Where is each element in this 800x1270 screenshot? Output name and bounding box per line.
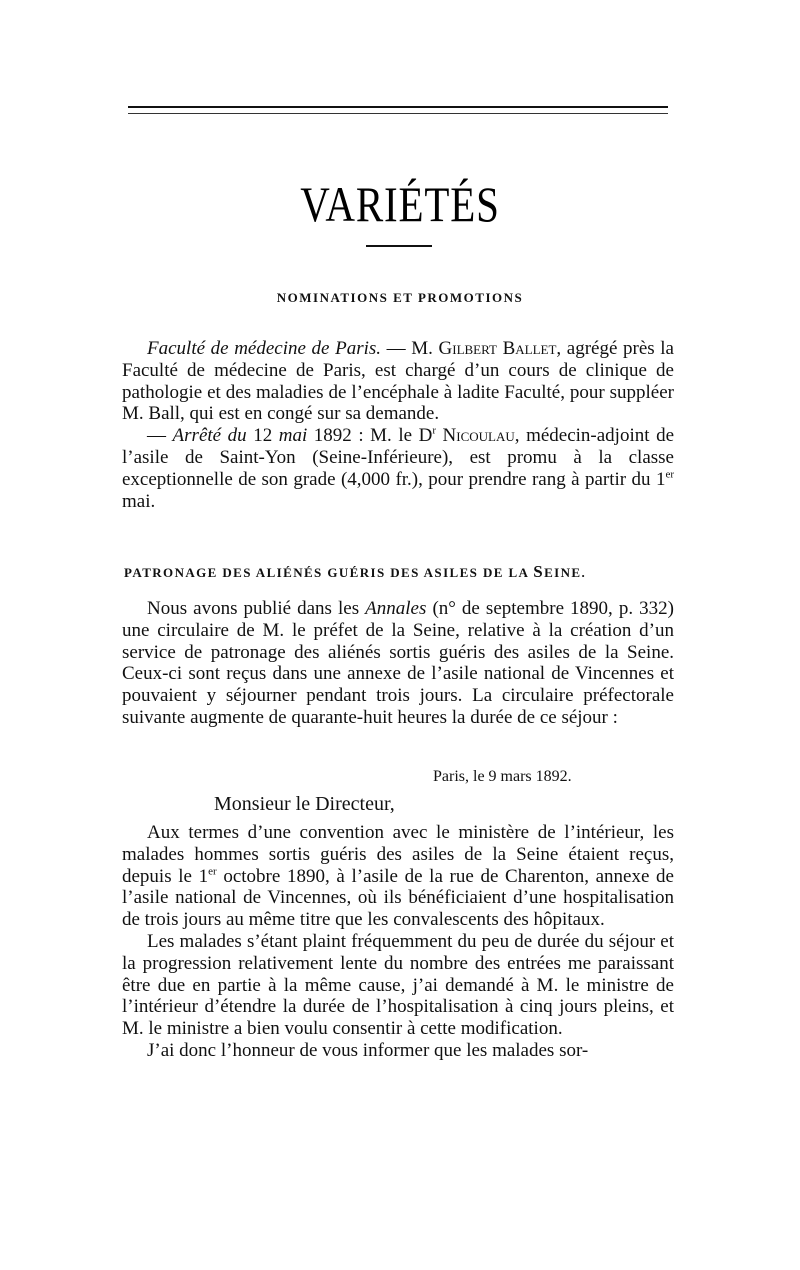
text-span: 1892 : M. le D [307, 425, 433, 447]
text-span: 12 [246, 425, 279, 447]
italic-text: Annales [365, 598, 427, 619]
paragraph-arrete [122, 425, 674, 512]
italic-text: Faculté de médecine de Paris. [147, 338, 382, 359]
text-span: — [147, 425, 173, 447]
top-rule-thick [128, 106, 668, 108]
text-span: (n° de septembre 1890, p. 332) une circulaire de M. le préfet de la Seine, relative à la création d’un service de patronage des aliénés sortis guéris des asiles de la Seine. Ceux-ci sont reçus dans une annexe de l’asile national de Vincennes et pouvaient y séjourner pendant trois jours. La circulaire préfectorale suivante augmente de quarante-huit heures la durée de ce séjour : [122, 598, 675, 728]
section-patronage-body [122, 598, 674, 729]
italic-text: Arrêté du [172, 425, 247, 447]
title-divider [366, 245, 432, 247]
superscript: er [665, 468, 674, 481]
letter-date: Paris, le 9 mars 1892. [433, 768, 572, 785]
paragraph-faculte [122, 338, 674, 425]
text-span: octobre 1890, à l’asile de la rue de Charenton, annexe de l’asile national de Vincennes, où ils bénéficiaient d’une hospitalisation de trois jours au même titre que les convalescents des hôpitaux. [122, 865, 674, 931]
letter-salutation: Monsieur le Directeur, [214, 793, 395, 815]
section-heading-nominations: NOMINATIONS ET PROMOTIONS [276, 290, 524, 305]
person-name: Nicoulau [436, 425, 515, 447]
top-rule-thin [128, 113, 668, 114]
superscript: er [208, 865, 217, 878]
text-span: , médecin-adjoint de l’asile de Saint-Yon (Seine-Inférieure), est promu à la classe exceptionnelle de son grade (4,000 fr.), pour prendre rang à partir du 1 [122, 425, 674, 490]
section-nominations-body [122, 338, 674, 512]
text-span: — M. [381, 338, 439, 359]
heading-text: PATRONAGE DES ALIÉNÉS GUÉRIS DES ASILES DE LA [124, 565, 534, 580]
person-name: Gilbert Ballet [438, 338, 557, 359]
letter-body [122, 822, 674, 1062]
page-title: VARIÉTÉS [300, 176, 500, 232]
text-span: mai. [122, 490, 156, 512]
text-span: Nous avons publié dans les [147, 598, 366, 619]
heading-text: EINE. [544, 565, 587, 580]
text-span: Aux termes d’une convention avec le ministère de l’intérieur, les malades hommes sortis guéris des asiles de la Seine étaient reçus, depuis le 1 [122, 822, 674, 887]
heading-capital: S [533, 562, 545, 581]
text-span: , agrégé près la Faculté de médecine de Paris, est chargé d’un cours de clinique de pathologie et des maladies de l’encéphale à ladite Faculté, pour suppléer M. Ball, qui est en congé sur sa demande. [122, 338, 674, 425]
paragraph-intro [122, 598, 674, 729]
letter-paragraph-3: J’ai donc l’honneur de vous informer que les malades sor- [147, 1039, 589, 1061]
letter-paragraph-1 [122, 822, 674, 931]
section-heading-patronage [124, 562, 684, 582]
letter-paragraph-2: Les malades s’étant plaint fréquemment du peu de durée du séjour et la progression relativement lente du nombre des entrées me paraissant être due en partie à la même cause, j’ai demandé à M. le ministre de l’intérieur d’étendre la durée de l’hospitalisation à cinq jours pleins, et M. le ministre a bien voulu consentir à cette modification. [122, 930, 674, 1040]
italic-text: mai [278, 425, 308, 447]
superscript: r [432, 424, 436, 437]
